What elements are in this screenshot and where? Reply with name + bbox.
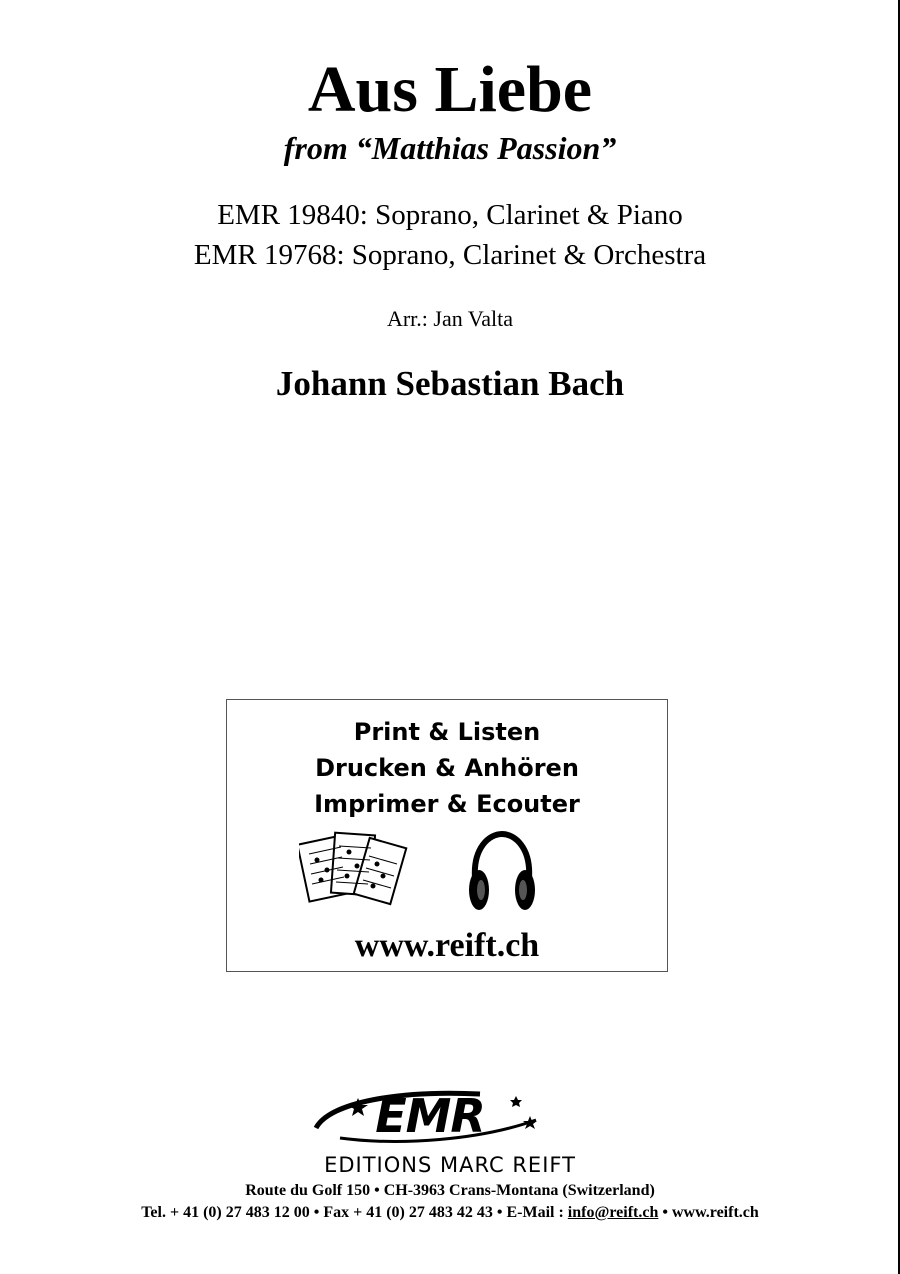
website-text: • www.reift.ch — [658, 1204, 759, 1221]
contact-phone-fax: Tel. + 41 (0) 27 483 12 00 • Fax + 41 (0) 27 483 42 43 • E-Mail : — [141, 1204, 568, 1221]
piece-subtitle: from “Matthias Passion” — [283, 130, 617, 166]
promo-line-german: Drucken & Anhören — [315, 754, 579, 782]
headphones-icon — [467, 830, 537, 916]
arranger: Arr.: Jan Valta — [386, 306, 514, 331]
publisher-address: Route du Golf 150 • CH-3963 Crans-Montana (Switzerland) — [245, 1182, 655, 1199]
email-link[interactable]: info@reift.ch — [567, 1204, 659, 1221]
print-listen-box — [226, 699, 668, 972]
piece-title: Aus Liebe — [307, 53, 593, 126]
publisher-name: EDITIONS MARC REIFT — [324, 1153, 576, 1177]
composer: Johann Sebastian Bach — [275, 364, 625, 403]
sheet-music-icon — [299, 830, 411, 912]
edition-line-1: EMR 19840: Soprano, Clarinet & Piano — [217, 199, 683, 231]
edition-line-2: EMR 19768: Soprano, Clarinet & Orchestra — [193, 239, 707, 271]
emr-logo — [310, 1088, 550, 1150]
promo-url[interactable]: www.reift.ch — [354, 927, 540, 964]
publisher-contact — [0, 1202, 900, 1224]
promo-line-french: Imprimer & Ecouter — [314, 790, 580, 818]
emr-logo-text: EMR — [375, 1089, 485, 1143]
promo-line-english: Print & Listen — [353, 718, 541, 746]
